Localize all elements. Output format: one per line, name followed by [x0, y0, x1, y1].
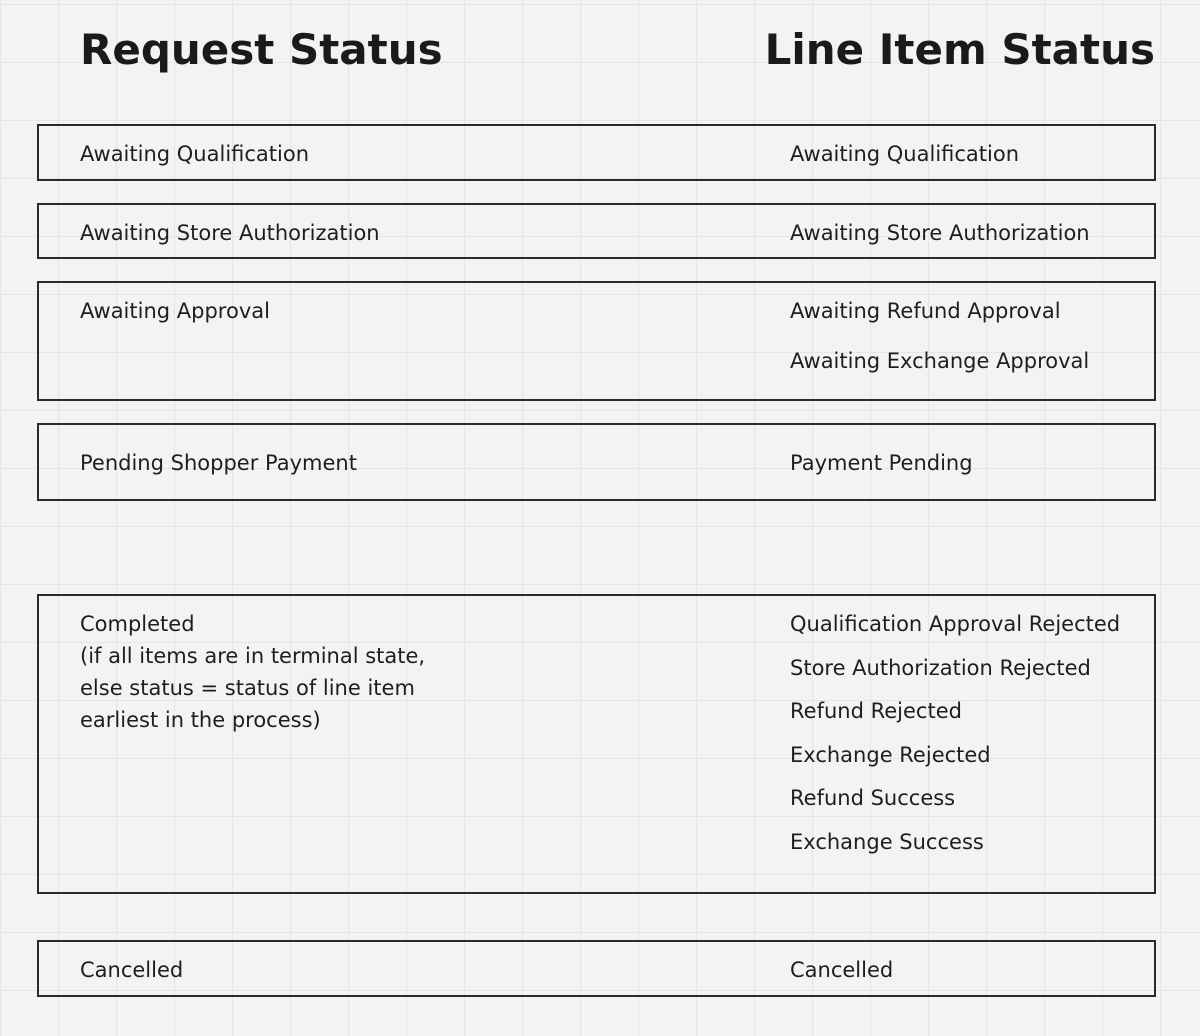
line-item-status-awaiting-qualification: Awaiting Qualification [790, 142, 1020, 166]
status-row-pending-shopper-payment [37, 423, 1156, 501]
request-status-completed [80, 608, 425, 736]
status-row-awaiting-qualification [37, 124, 1156, 181]
request-status-completed-label: Completed [80, 612, 195, 636]
line-item-status-exchange-success: Exchange Success [790, 829, 984, 854]
request-status-awaiting-qualification: Awaiting Qualification [80, 142, 310, 166]
line-item-status-payment-pending: Payment Pending [790, 451, 973, 475]
line-item-status-refund-success: Refund Success [790, 786, 956, 810]
line-item-status-qualification-approval-rejected: Qualification Approval Rejected [790, 612, 1121, 636]
line-item-status-awaiting-store-authorization: Awaiting Store Authorization [790, 221, 1090, 245]
line-item-status-list [790, 954, 893, 1004]
line-item-status-heading: Line Item Status [764, 25, 1155, 74]
line-item-status-list [790, 608, 1120, 869]
status-row-awaiting-approval [37, 281, 1156, 401]
request-status-completed-note-line: earliest in the process) [80, 708, 321, 732]
request-status-awaiting-store-authorization: Awaiting Store Authorization [80, 221, 380, 245]
request-status-pending-shopper-payment: Pending Shopper Payment [80, 451, 357, 475]
line-item-status-cancelled: Cancelled [790, 958, 894, 982]
request-status-heading: Request Status [80, 25, 443, 74]
request-status-completed-note-line: (if all items are in terminal state, [80, 644, 426, 668]
line-item-status-refund-rejected: Refund Rejected [790, 699, 962, 723]
status-row-cancelled [37, 940, 1156, 997]
line-item-status-awaiting-exchange-approval: Awaiting Exchange Approval [790, 349, 1090, 373]
request-status-completed-note-line: else status = status of line item [80, 676, 415, 700]
request-status-cancelled: Cancelled [80, 958, 184, 982]
request-status-awaiting-approval: Awaiting Approval [80, 299, 270, 323]
status-row-completed [37, 594, 1156, 894]
line-item-status-list [790, 217, 1090, 267]
line-item-status-exchange-rejected: Exchange Rejected [790, 742, 991, 767]
line-item-status-list [790, 447, 973, 497]
status-row-awaiting-store-authorization [37, 203, 1156, 259]
line-item-status-awaiting-refund-approval: Awaiting Refund Approval [790, 299, 1061, 323]
line-item-status-store-authorization-rejected: Store Authorization Rejected [790, 655, 1091, 680]
line-item-status-list [790, 138, 1019, 188]
line-item-status-list [790, 295, 1089, 395]
